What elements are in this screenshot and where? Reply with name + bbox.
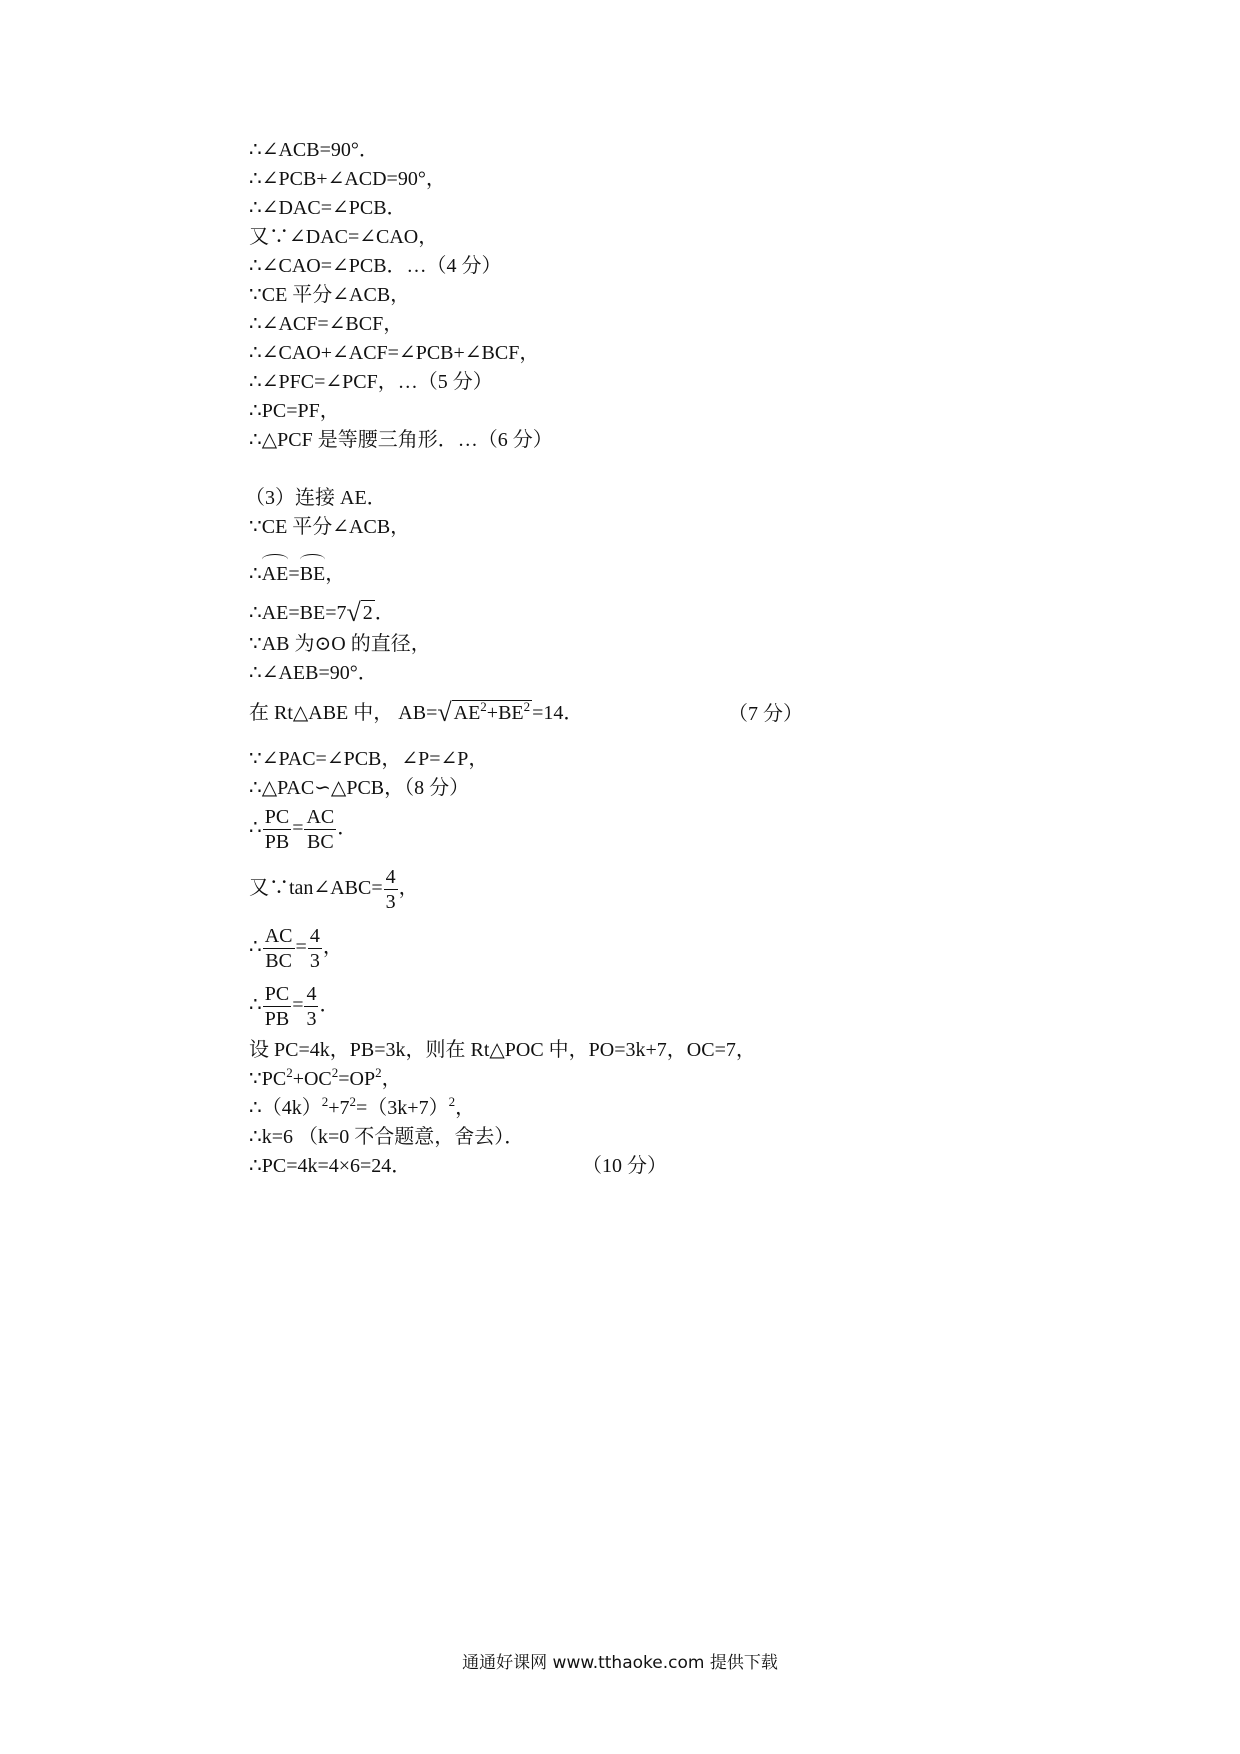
- proof-line: ∴△PAC∽△PCB，（8 分）: [249, 777, 470, 799]
- arc-be: BE: [300, 558, 326, 586]
- fraction: $\frac{4}{3}$: [385, 866, 396, 913]
- proof-line: ∴∠CAO=∠PCB．…（4 分）: [249, 255, 502, 277]
- proof-line: ∴PC=4k=4×6=24．: [249, 1155, 412, 1177]
- fraction: $\frac{AC}{BC}$: [306, 806, 335, 853]
- fraction: $\frac{AC}{BC}$: [264, 925, 293, 972]
- rt-abe-line: 在 Rt△ABE 中， AB=√ $AE^2+BE^2 =14$．: [249, 698, 584, 727]
- proof-line: ∵CE 平分∠ACB，: [249, 284, 411, 306]
- proof-line: 又∵∠DAC=∠CAO，: [249, 226, 439, 248]
- proof-line: ∴△PCF 是等腰三角形．…（6 分）: [249, 429, 553, 451]
- radicand: 2: [362, 602, 373, 624]
- score-10: （10 分）: [582, 1155, 667, 1177]
- proof-line: ∴∠ACB=90°．: [249, 139, 379, 161]
- proof-line: ∴∠PFC=∠PCF，…（5 分）: [249, 371, 493, 393]
- proof-line: ∴k=6 （k=0 不合题意，舍去）．: [249, 1126, 525, 1148]
- fraction: $\frac{4}{3}$: [309, 925, 320, 972]
- radical-sign: √: [346, 598, 361, 627]
- score-7: （7 分）: [728, 703, 803, 725]
- proof-line: ∴∠DAC=∠PCB．: [249, 197, 407, 219]
- ratio-line: ∴ $\frac{AC}{BC}$ = $\frac{4}{3}$ ，: [249, 925, 343, 972]
- radical-sign: √: [437, 698, 452, 727]
- ratio-line: ∴ $\frac{PC}{PB}$ = $\frac{AC}{BC}$ ．: [249, 806, 358, 853]
- proof-line: ∴∠PCB+∠ACD=90°，: [249, 168, 446, 190]
- footer-download-note: 通通好课网 www.tthaoke.com 提供下载: [462, 1653, 778, 1673]
- arc-ae: AE: [262, 558, 289, 586]
- fraction: $\frac{4}{3}$: [306, 983, 317, 1030]
- proof-line: ∴∠AEB=90°．: [249, 662, 378, 684]
- arc-equation: ∴AE=BE，: [249, 558, 345, 586]
- equation-line: $\therefore(4k)^2+7^2=(3k+7)^2$，: [249, 1094, 476, 1119]
- proof-line: ∴∠ACF=∠BCF，: [249, 313, 404, 335]
- fraction: $\frac{PC}{PB}$: [264, 983, 290, 1030]
- fraction: $\frac{PC}{PB}$: [264, 806, 290, 853]
- proof-line: ∵CE 平分∠ACB，: [249, 516, 411, 538]
- part3-heading: （3）连接 AE．: [245, 487, 387, 509]
- radicand: $AE^2+BE^2$: [453, 699, 531, 724]
- proof-line: ∵AB 为⊙O 的直径，: [249, 633, 431, 655]
- proof-line: 设 PC=4k，PB=3k，则在 Rt△POC 中，PO=3k+7，OC=7，: [249, 1039, 756, 1061]
- proof-line: ∴PC=PF，: [249, 400, 340, 422]
- tan-line: 又∵tan∠ABC= $\frac{4}{3}$ ，: [249, 866, 419, 913]
- ratio-line: ∴ $\frac{PC}{PB}$ = $\frac{4}{3}$ ．: [249, 983, 340, 1030]
- ae-be-line: ∴AE=BE=7√ 2 ．: [249, 598, 395, 627]
- proof-line: ∵∠PAC=∠PCB，∠P=∠P，: [249, 748, 489, 770]
- pythagoras-line: $\because PC^2+OC^2=OP^2$，: [249, 1065, 402, 1090]
- proof-line: ∴∠CAO+∠ACF=∠PCB+∠BCF，: [249, 342, 540, 364]
